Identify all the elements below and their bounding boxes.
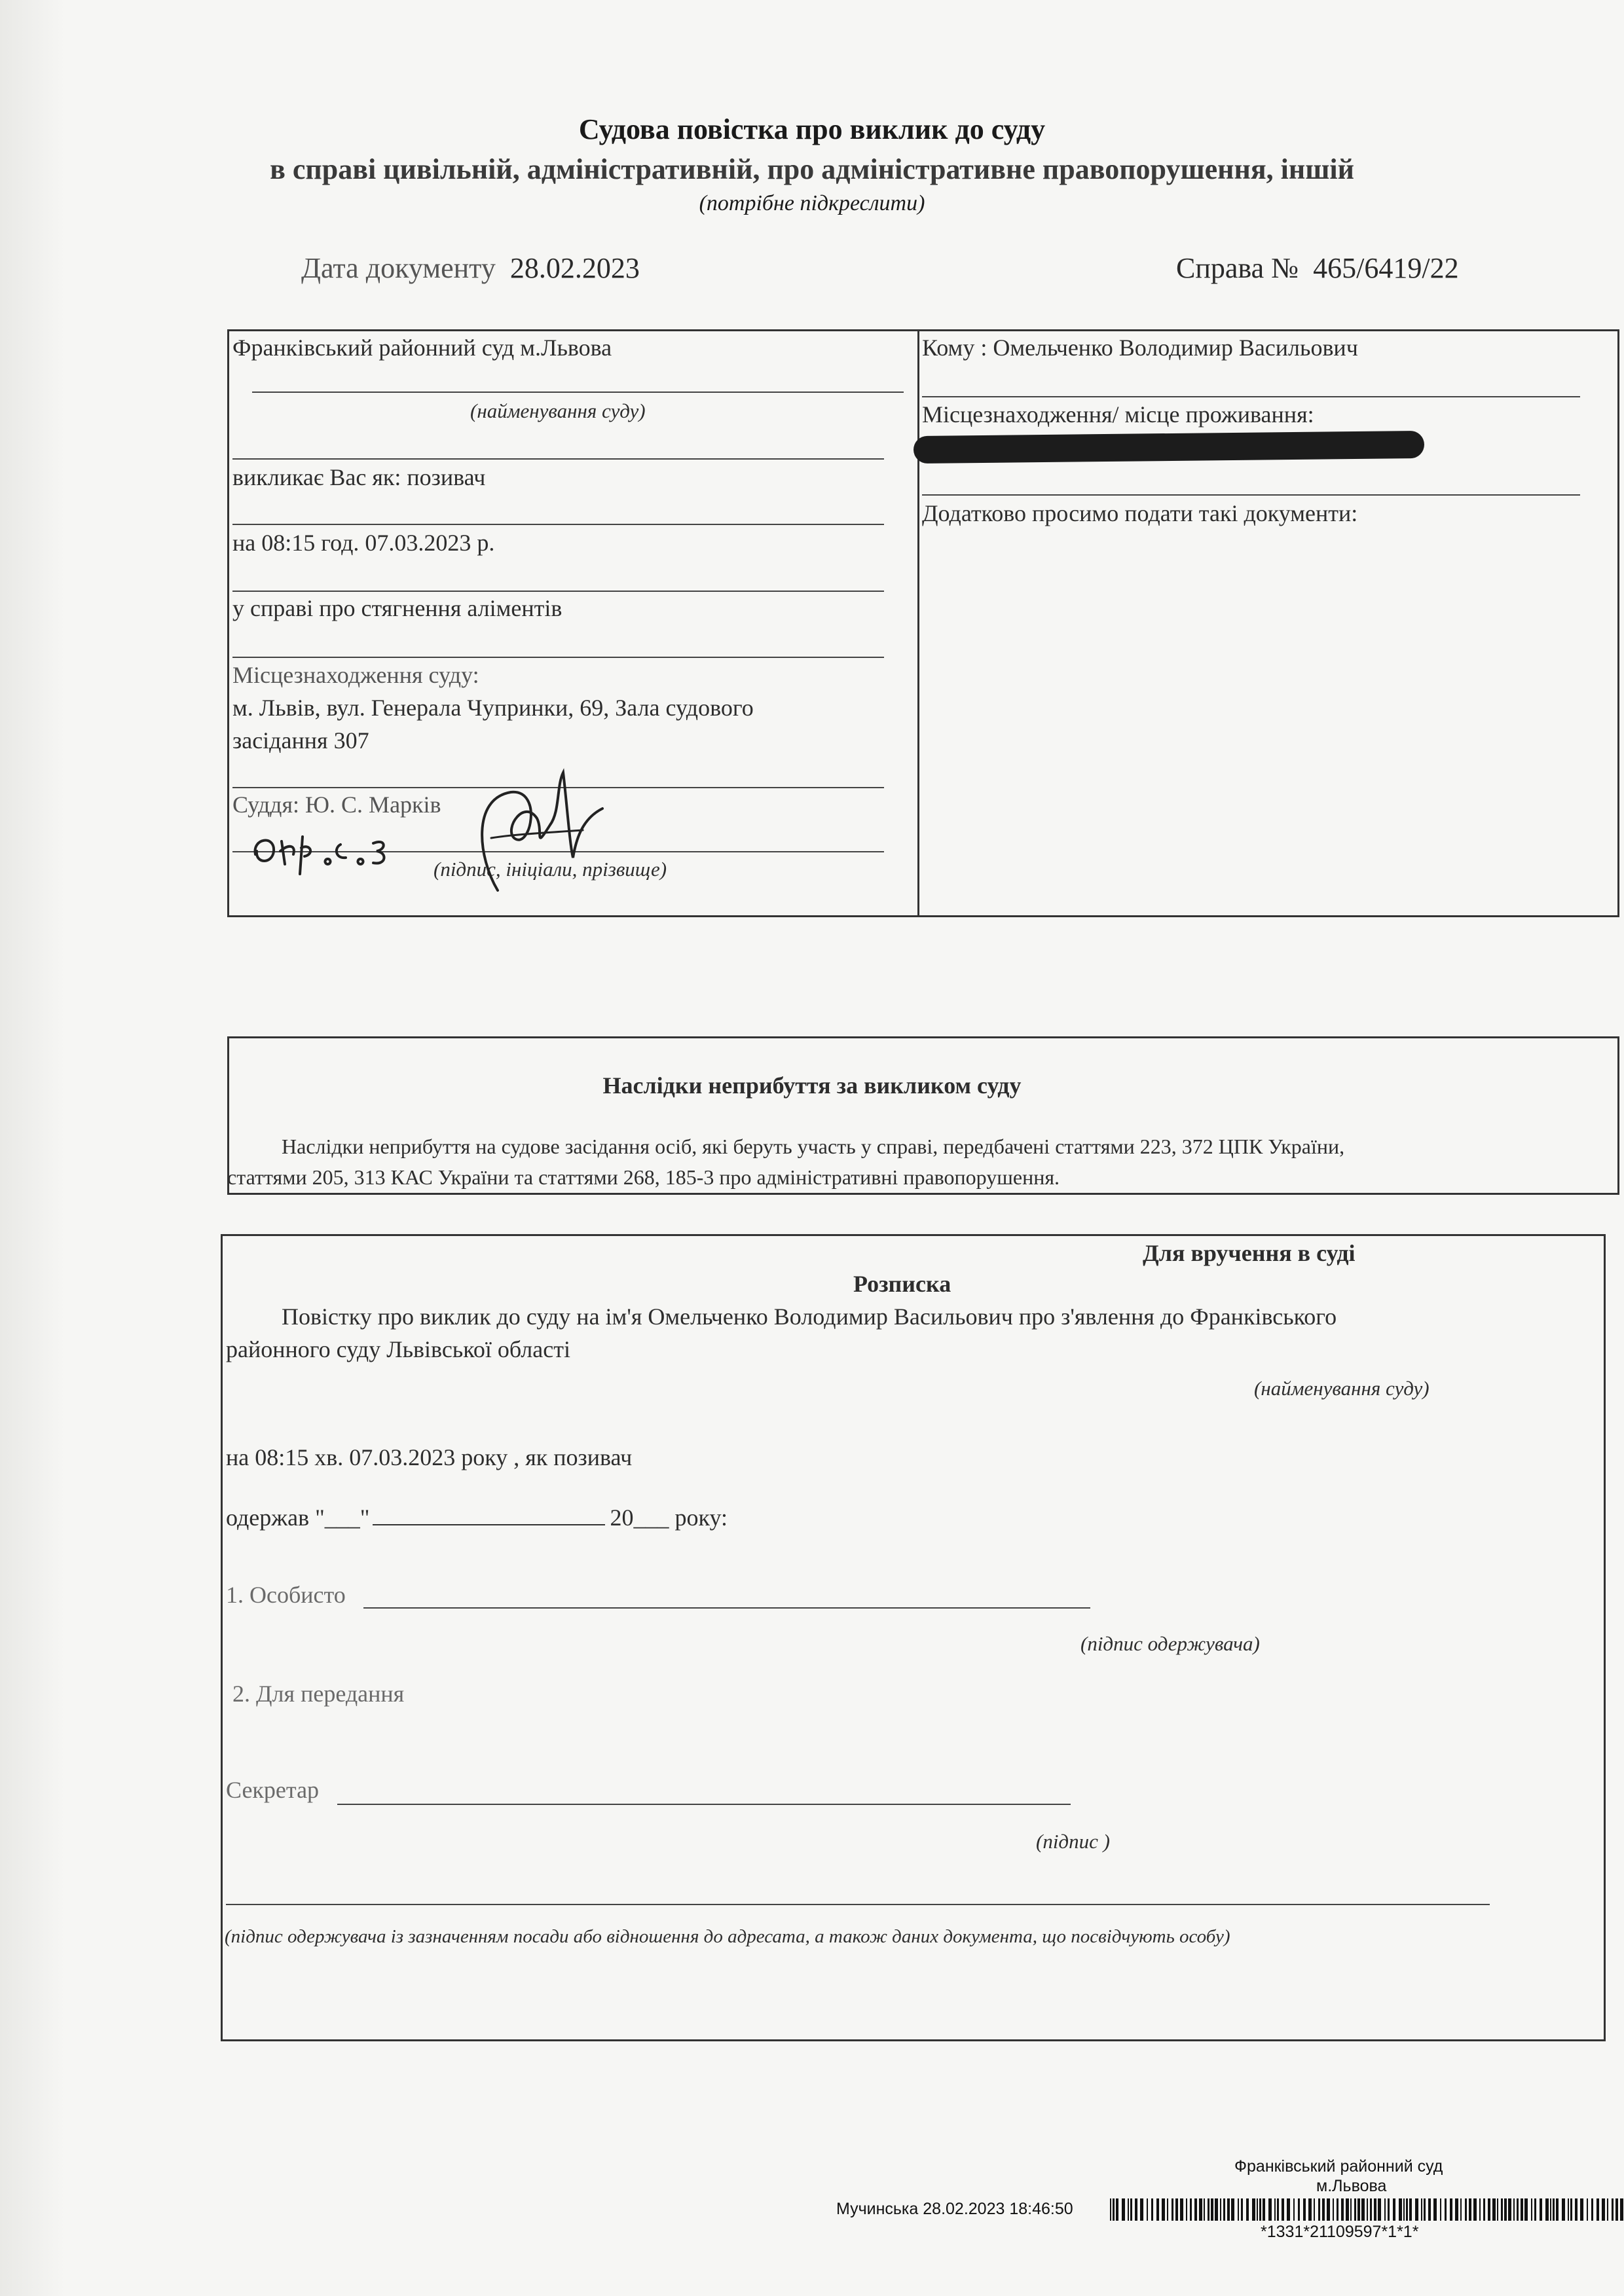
barcode-bar (1455, 2198, 1458, 2221)
barcode-bar (1450, 2198, 1452, 2221)
rule (232, 591, 884, 592)
barcode-bar (1354, 2198, 1356, 2221)
barcode-bar (1241, 2198, 1243, 2221)
barcode-bar (1208, 2198, 1209, 2221)
personally-label: 1. Особисто (226, 1582, 346, 1608)
barcode-bar (1615, 2198, 1618, 2221)
consequences-line-1: Наслідки неприбуття на судове засідання осіб, які беруть участь у справі, передбачені статтями 223, 372 ЦПК України, (282, 1135, 1345, 1158)
barcode-bar (1215, 2198, 1218, 2221)
barcode-bar (1140, 2198, 1143, 2221)
barcode-bar (1550, 2198, 1551, 2221)
barcode-bar (1488, 2198, 1490, 2221)
footnote-rule (226, 1904, 1490, 1905)
barcode-bar (1602, 2198, 1605, 2221)
handwritten-note (249, 818, 399, 877)
residence-label: Місцезнаходження/ місце проживання: (922, 401, 1314, 428)
judge-name: Суддя: Ю. С. Марків (232, 792, 441, 818)
barcode-bar (1308, 2198, 1312, 2221)
barcode-bar (1135, 2198, 1137, 2221)
barcode-bar (1445, 2198, 1447, 2221)
barcode-bar (1130, 2198, 1132, 2221)
barcode-bar (1314, 2198, 1315, 2221)
barcode-bar (1393, 2198, 1395, 2221)
barcode-bar (1409, 2198, 1412, 2221)
barcode-bar (1553, 2198, 1555, 2221)
barcode-bar (1147, 2198, 1148, 2221)
barcode-bar (1298, 2198, 1300, 2221)
scan-edge-shade (0, 0, 65, 2296)
barcode-bar (1556, 2198, 1559, 2221)
barcode-bar (1479, 2198, 1481, 2221)
received-prefix: одержав "___" (226, 1504, 370, 1531)
barcode-bar (1620, 2198, 1623, 2221)
barcode (1110, 2198, 1624, 2221)
barcode-bar (1540, 2198, 1542, 2221)
barcode-bar (1612, 2198, 1614, 2221)
doc-date-label: Дата документу (301, 252, 496, 284)
barcode-bar (1122, 2198, 1125, 2221)
barcode-bar (1357, 2198, 1360, 2221)
barcode-bar (1508, 2198, 1511, 2221)
rule (922, 396, 1580, 397)
receipt-time-line: на 08:15 хв. 07.03.2023 року , як позивач (226, 1444, 633, 1470)
page-title: Судова повістка про виклик до суду (578, 113, 1046, 145)
case-number: 465/6419/22 (1313, 252, 1459, 284)
barcode-bar (1403, 2198, 1405, 2221)
barcode-bar (1220, 2198, 1221, 2221)
receipt-text-2: районного суду Львівської області (226, 1336, 570, 1362)
rule (232, 524, 884, 525)
barcode-bar (1361, 2198, 1365, 2221)
case-types: в справі цивільній, адміністративній, про адміністративне правопорушення, іншій (270, 153, 1354, 185)
barcode-bar (1151, 2198, 1153, 2221)
barcode-bar (1460, 2198, 1462, 2221)
barcode-bar (1388, 2198, 1390, 2221)
barcode-bar (1175, 2198, 1178, 2221)
barcode-bar (1287, 2198, 1290, 2221)
received-year: 20___ року: (610, 1504, 728, 1531)
barcode-bar (1545, 2198, 1549, 2221)
secretary-signature-line (337, 1804, 1071, 1805)
barcode-bar (1204, 2198, 1205, 2221)
hearing-time: на 08:15 год. 07.03.2023 р. (232, 530, 495, 556)
barcode-bar (1596, 2198, 1599, 2221)
barcode-bar (1274, 2198, 1276, 2221)
barcode-bar (1282, 2198, 1284, 2221)
barcode-bar (1156, 2198, 1159, 2221)
court-address-2: засідання 307 (232, 727, 369, 754)
for-transfer-label: 2. Для передання (232, 1681, 405, 1707)
barcode-bar (1524, 2198, 1528, 2221)
recipient-signature-caption: (підпис одержувача) (1080, 1632, 1260, 1655)
barcode-bar (1497, 2198, 1498, 2221)
barcode-bar (1531, 2198, 1532, 2221)
barcode-bar (1406, 2198, 1408, 2221)
underline-note: (потрібне підкреслити) (699, 191, 925, 215)
barcode-bar (1116, 2198, 1118, 2221)
extra-documents: Додатково просимо подати такі документи: (922, 500, 1358, 526)
barcode-bar (1607, 2198, 1608, 2221)
signature-caption: (підпис ) (1036, 1830, 1110, 1853)
court-caption: (найменування суду) (470, 399, 646, 422)
barcode-bar (1252, 2198, 1255, 2221)
registration-stamp: Мучинська 28.02.2023 18:46:50 (836, 2200, 1073, 2218)
barcode-bar (1465, 2198, 1467, 2221)
table-divider (917, 329, 919, 917)
court-location-label: Місцезнаходження суду: (232, 662, 479, 688)
barcode-bar (1238, 2198, 1239, 2221)
barcode-bar (1227, 2198, 1230, 2221)
barcode-bar (1591, 2198, 1593, 2221)
secretary-label: Секретар (226, 1777, 320, 1803)
barcode-bar (1180, 2198, 1183, 2221)
barcode-bar (1384, 2198, 1386, 2221)
rule (252, 392, 904, 393)
barcode-bar (1504, 2198, 1507, 2221)
receipt-heading: Розписка (853, 1271, 951, 1297)
barcode-bar (1517, 2198, 1519, 2221)
case-subject: у справі про стягнення аліментів (232, 595, 563, 621)
for-court-delivery: Для вручення в суді (1143, 1240, 1356, 1266)
footer-court-line-1: Франківський районний суд (1234, 2157, 1443, 2176)
barcode-bar (1128, 2198, 1129, 2221)
barcode-bar (1568, 2198, 1569, 2221)
barcode-bar (1268, 2198, 1272, 2221)
barcode-bar (1190, 2198, 1192, 2221)
judge-caption: (підпис, ініціали, прізвище) (434, 858, 667, 881)
barcode-bar (1199, 2198, 1202, 2221)
barcode-bar (1322, 2198, 1325, 2221)
barcode-bar (1350, 2198, 1352, 2221)
barcode-bar (1587, 2198, 1588, 2221)
barcode-bar (1483, 2198, 1485, 2221)
consequences-line-2: статтями 205, 313 КАС України та статтями 268, 185-3 про адміністративні правопорушення. (227, 1165, 1060, 1189)
barcode-bar (1399, 2198, 1402, 2221)
rule (232, 657, 884, 658)
barcode-bar (1370, 2198, 1372, 2221)
barcode-bar (1318, 2198, 1320, 2221)
barcode-bar (1415, 2198, 1418, 2221)
barcode-bar (1263, 2198, 1265, 2221)
summons-as: викликає Вас як: позивач (232, 464, 486, 490)
barcode-bar (1231, 2198, 1234, 2221)
barcode-bar (1211, 2198, 1213, 2221)
barcode-bar (1501, 2198, 1503, 2221)
barcode-bar (1374, 2198, 1376, 2221)
redaction-mark (913, 431, 1424, 464)
consequences-heading: Наслідки неприбуття за викликом суду (602, 1072, 1022, 1099)
barcode-bar (1341, 2198, 1344, 2221)
barcode-bar (1580, 2198, 1583, 2221)
footer-court-line-2: м.Львова (1316, 2177, 1387, 2195)
doc-date-block (301, 251, 640, 285)
barcode-bar (1172, 2198, 1173, 2221)
rule (232, 458, 884, 460)
barcode-bar (1575, 2198, 1578, 2221)
barcode-bar (1433, 2198, 1437, 2221)
barcode-bar (1327, 2198, 1330, 2221)
judge-signature (452, 759, 622, 903)
barcode-bar (1492, 2198, 1496, 2221)
barcode-bar (1186, 2198, 1187, 2221)
barcode-bar (1424, 2198, 1426, 2221)
barcode-bar (1167, 2198, 1168, 2221)
court-name: Франківський районний суд м.Львова (232, 335, 612, 361)
signature-line (363, 1607, 1090, 1609)
barcode-bar (1428, 2198, 1431, 2221)
barcode-bar (1521, 2198, 1523, 2221)
barcode-bar (1367, 2198, 1368, 2221)
recipient: Кому : Омельченко Володимир Васильович (922, 335, 1358, 361)
barcode-bar (1337, 2198, 1338, 2221)
barcode-bar (1440, 2198, 1441, 2221)
barcode-bar (1162, 2198, 1165, 2221)
barcode-bar (1469, 2198, 1471, 2221)
barcode-bar (1513, 2198, 1515, 2221)
barcode-bar (1570, 2198, 1572, 2221)
barcode-bar (1259, 2198, 1261, 2221)
receipt-footnote: (підпис одержувача із зазначенням посади або відношення до адресата, а також даних документа, що посвідчують особу) (225, 1926, 1230, 1947)
barcode-bar (1257, 2198, 1258, 2221)
barcode-bar (1194, 2198, 1197, 2221)
barcode-bar (1293, 2198, 1295, 2221)
barcode-bar (1534, 2198, 1536, 2221)
barcode-bar (1333, 2198, 1334, 2221)
barcode-bar (1421, 2198, 1422, 2221)
received-date (226, 1504, 728, 1531)
barcode-bar (1113, 2198, 1115, 2221)
court-address-1: м. Львів, вул. Генерала Чупринки, 69, Зала судового (232, 695, 754, 721)
barcode-bar (1562, 2198, 1565, 2221)
barcode-bar (1110, 2198, 1111, 2221)
barcode-bar (1246, 2198, 1249, 2221)
barcode-bar (1277, 2198, 1279, 2221)
barcode-bar (1223, 2198, 1225, 2221)
receipt-court-caption: (найменування суду) (1254, 1377, 1430, 1400)
doc-date: 28.02.2023 (509, 252, 640, 284)
barcode-text: *1331*21109597*1*1* (1261, 2223, 1419, 2241)
rule (922, 494, 1580, 496)
barcode-bar (1303, 2198, 1306, 2221)
barcode-bar (1378, 2198, 1381, 2221)
case-label: Справа № (1176, 252, 1299, 284)
receipt-text-1: Повістку про виклик до суду на ім'я Омельченко Володимир Васильович про з'явлення до Франківського (282, 1303, 1337, 1330)
barcode-bar (1346, 2198, 1349, 2221)
case-number-block (1176, 251, 1459, 285)
barcode-bar (1473, 2198, 1477, 2221)
